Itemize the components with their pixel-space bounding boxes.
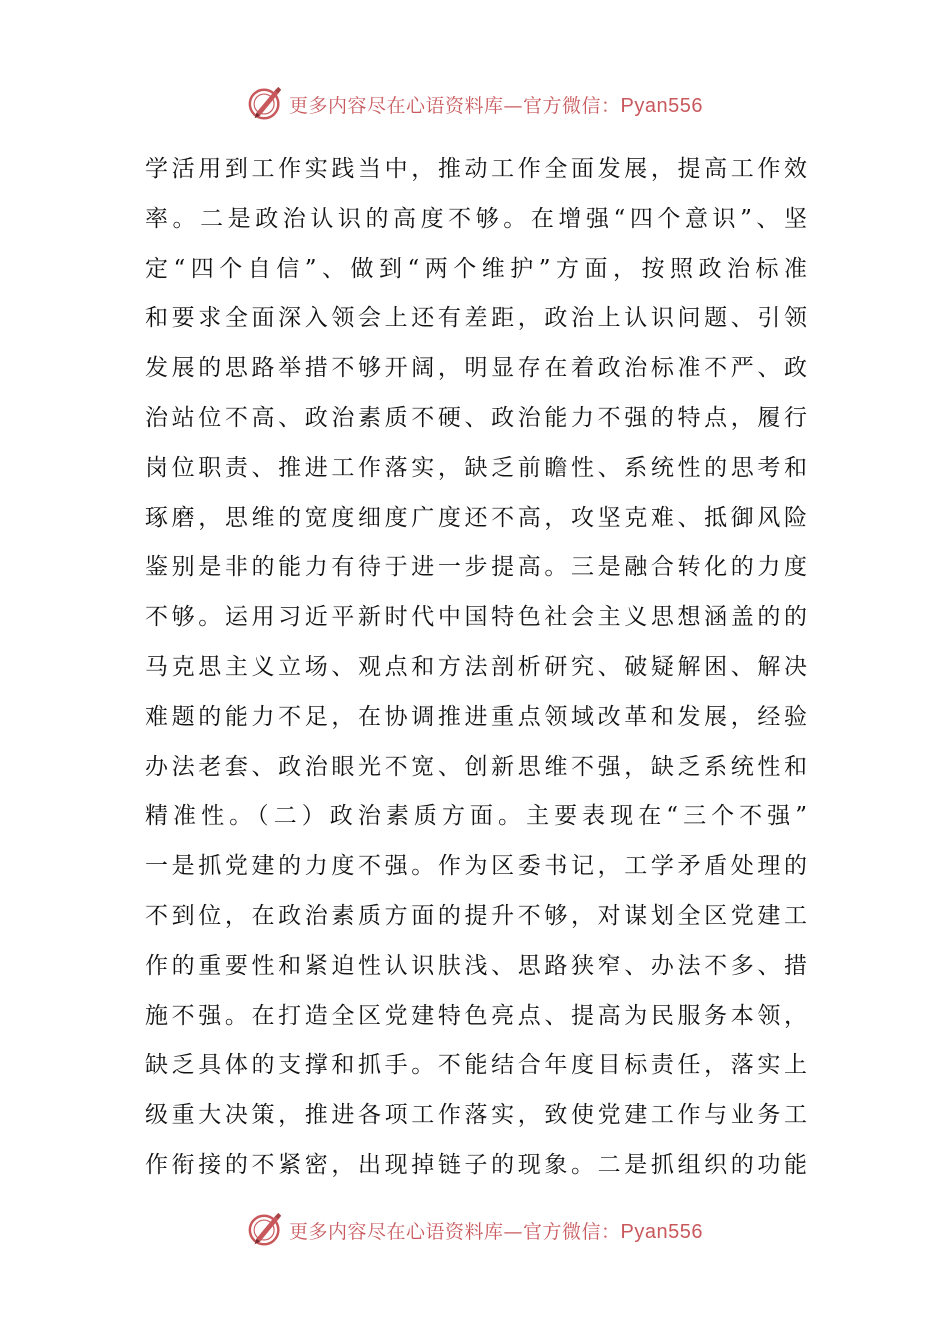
body-line: 不够。运用习近平新时代中国特色社会主义思想涵盖的的 bbox=[145, 604, 807, 631]
body-line: 琢磨，思维的宽度细度广度还不高，攻坚克难、抵御风险 bbox=[145, 504, 807, 531]
body-line: 级重大决策，推进各项工作落实，致使党建工作与业务工 bbox=[145, 1102, 807, 1129]
body-line: 学活用到工作实践当中，推动工作全面发展，提高工作效 bbox=[145, 156, 807, 182]
header-banner bbox=[0, 84, 950, 124]
document-body bbox=[145, 145, 807, 1191]
body-line: 定“四个自信”、做到“两个维护”方面，按照政治标准 bbox=[145, 255, 807, 282]
header-banner-text bbox=[289, 91, 703, 118]
body-line: 率。二是政治认识的高度不够。在增强“四个意识”、坚 bbox=[145, 205, 807, 232]
body-line: 精准性。（二）政治素质方面。主要表现在“三个不强” bbox=[145, 803, 807, 830]
body-line: 施不强。在打造全区党建特色亮点、提高为民服务本领， bbox=[145, 1002, 807, 1029]
pen-logo-icon bbox=[247, 1211, 285, 1249]
body-line: 一是抓党建的力度不强。作为区委书记，工学矛盾处理的 bbox=[145, 853, 807, 880]
footer-banner bbox=[0, 1210, 950, 1250]
body-line: 不到位，在政治素质方面的提升不够，对谋划全区党建工 bbox=[145, 902, 807, 929]
header-wechat-id: Pyan556 bbox=[620, 94, 703, 117]
body-line: 作衔接的不紧密，出现掉链子的现象。二是抓组织的功能 bbox=[145, 1151, 807, 1178]
body-line: 发展的思路举措不够开阔，明显存在着政治标准不严、政 bbox=[145, 355, 807, 382]
body-line: 缺乏具体的支撑和抓手。不能结合年度目标责任，落实上 bbox=[145, 1052, 807, 1079]
body-line: 办法老套、政治眼光不宽、创新思维不强，缺乏系统性和 bbox=[145, 753, 807, 780]
pen-logo-icon bbox=[247, 85, 285, 123]
body-line: 马克思主义立场、观点和方法剖析研究、破疑解困、解决 bbox=[145, 653, 807, 680]
header-banner-label: 更多内容尽在心语资料库—官方微信： bbox=[289, 94, 621, 117]
body-line: 岗位职责、推进工作落实，缺乏前瞻性、系统性的思考和 bbox=[145, 454, 807, 481]
footer-banner-label: 更多内容尽在心语资料库—官方微信： bbox=[289, 1220, 621, 1243]
footer-wechat-id: Pyan556 bbox=[620, 1220, 703, 1243]
body-line: 作的重要性和紧迫性认识肤浅、思路狭窄、办法不多、措 bbox=[145, 952, 807, 979]
body-line: 鉴别是非的能力有待于进一步提高。三是融合转化的力度 bbox=[145, 554, 807, 581]
body-line: 和要求全面深入领会上还有差距，政治上认识问题、引领 bbox=[145, 305, 807, 332]
footer-banner-text bbox=[289, 1217, 703, 1244]
body-line: 难题的能力不足，在协调推进重点领域改革和发展，经验 bbox=[145, 703, 807, 730]
body-line: 治站位不高、政治素质不硬、政治能力不强的特点，履行 bbox=[145, 404, 807, 431]
